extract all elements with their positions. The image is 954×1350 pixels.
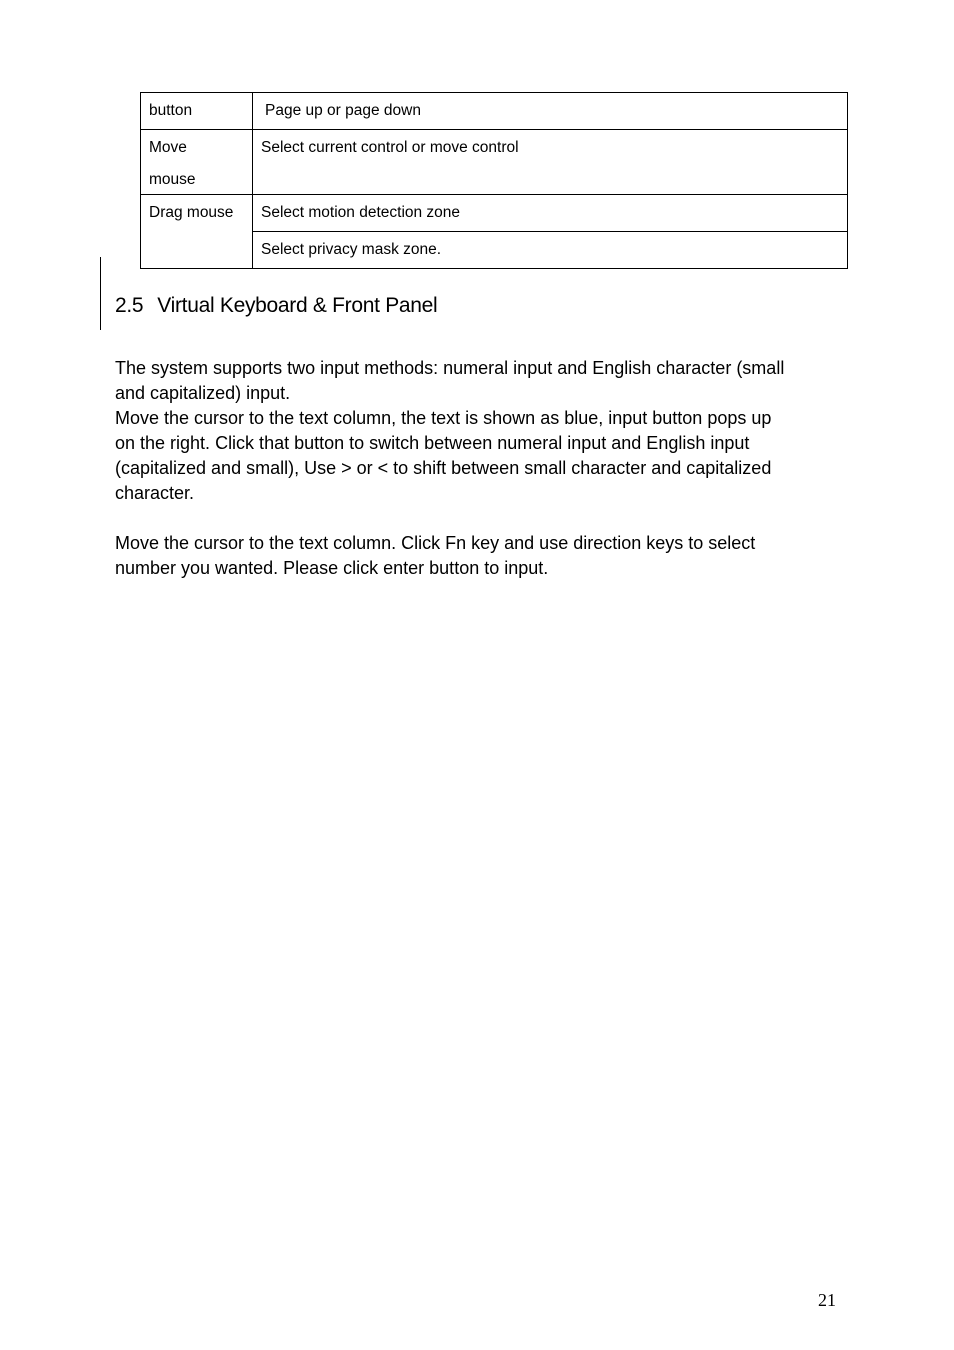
description-text: Select current control or move control: [261, 139, 519, 156]
text-line: (capitalized and small), Use > or < to shift between small character and capitalized: [115, 458, 772, 478]
section-number: 2.5: [115, 294, 144, 317]
text-line: and capitalized) input.: [115, 383, 291, 403]
table-row: [141, 93, 848, 130]
description-text: Select privacy mask zone.: [261, 241, 442, 258]
page-number: 21: [818, 1290, 836, 1310]
table-cell-control: [141, 195, 253, 269]
table-row: [141, 195, 848, 232]
control-label: Move: [149, 139, 187, 156]
section-heading: [115, 294, 437, 318]
text-line: Move the cursor to the text column. Click Fn key and use direction keys to select: [115, 533, 756, 553]
body-paragraph: [115, 531, 845, 581]
table-cell-description: [253, 232, 848, 269]
table-cell-description: [253, 130, 848, 195]
control-label: Drag mouse: [149, 204, 234, 221]
control-label: mouse: [149, 171, 196, 188]
text-line: Move the cursor to the text column, the text is shown as blue, input button pops up: [115, 408, 772, 428]
table-cell-control: [141, 93, 253, 130]
table-cell-description: [253, 93, 848, 130]
section-title: Virtual Keyboard & Front Panel: [157, 294, 438, 317]
description-text: Select motion detection zone: [261, 204, 461, 221]
revision-bar: [100, 257, 101, 330]
text-line: number you wanted. Please click enter button to input.: [115, 558, 549, 578]
text-line: The system supports two input methods: numeral input and English character (small: [115, 358, 785, 378]
table-row: [141, 130, 848, 195]
description-text: Page up or page down: [265, 102, 421, 119]
mouse-operation-table: [140, 92, 848, 269]
table-cell-description: [253, 195, 848, 232]
control-label: button: [149, 102, 193, 119]
text-line: character.: [115, 483, 195, 503]
table-cell-control: [141, 130, 253, 195]
body-paragraph: [115, 356, 845, 506]
text-line: on the right. Click that button to switch between numeral input and English input: [115, 433, 750, 453]
